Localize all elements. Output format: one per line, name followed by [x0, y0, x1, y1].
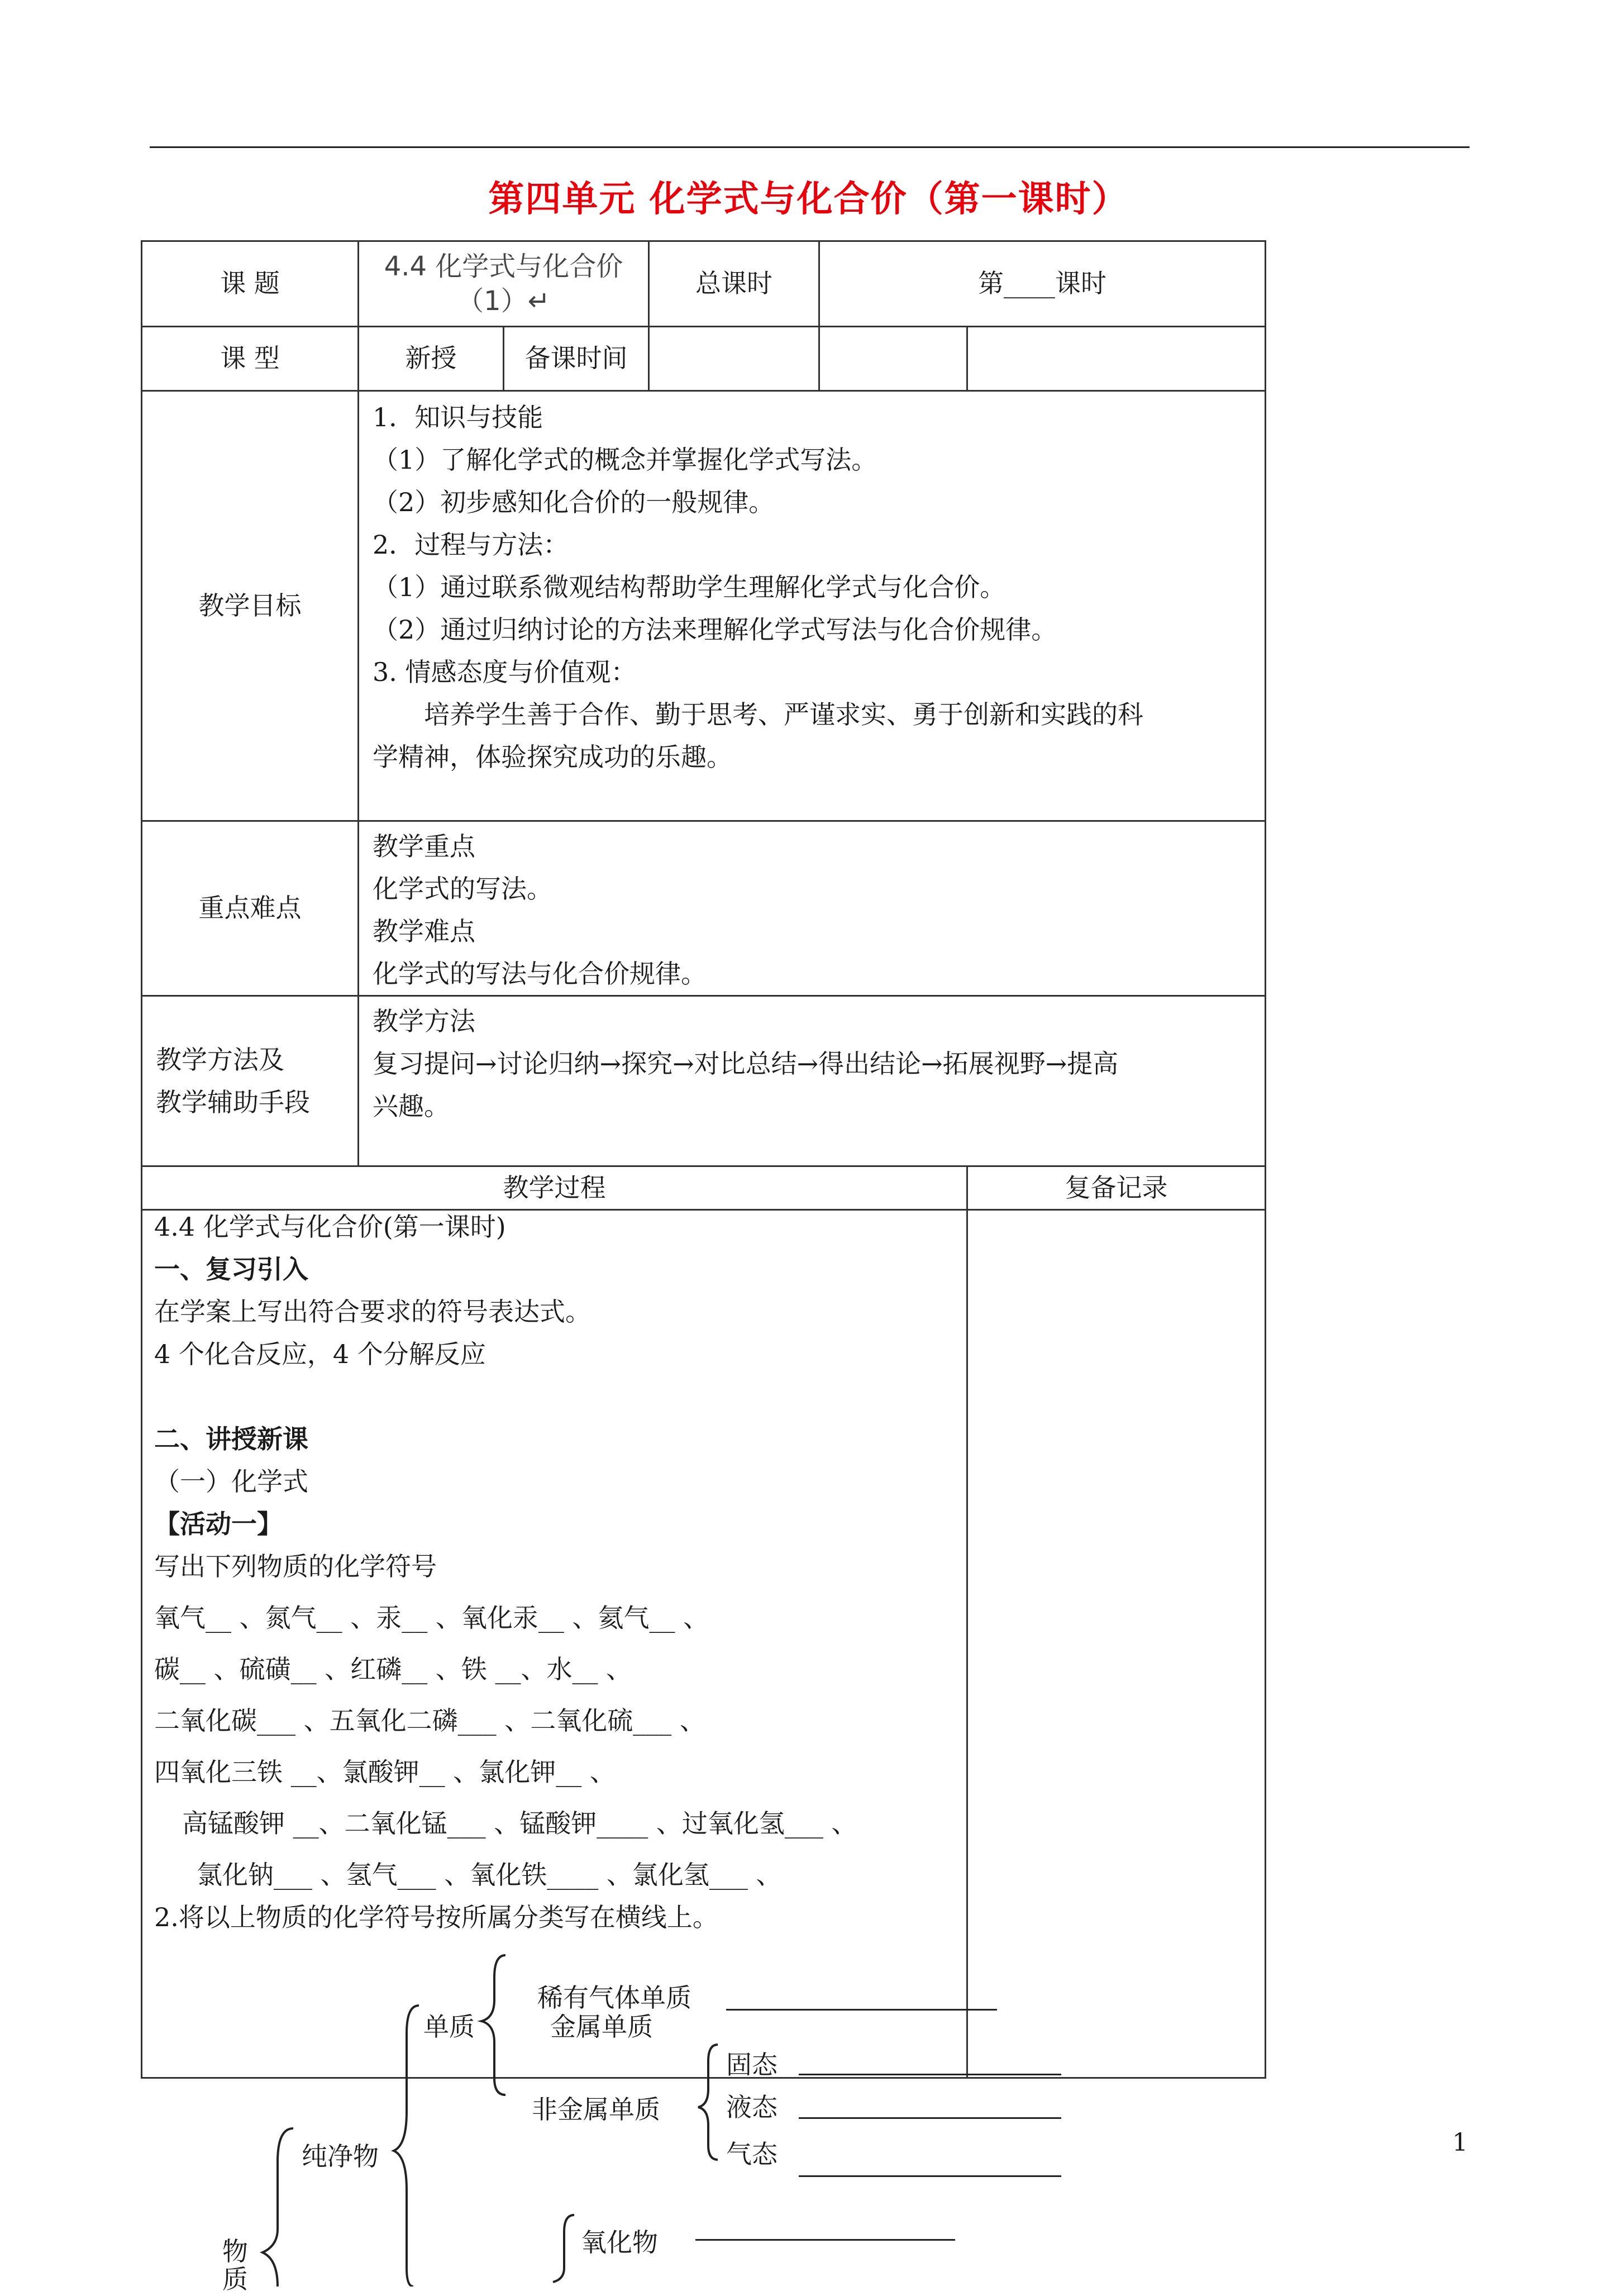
oxide-label: 氧化物: [581, 2227, 658, 2257]
rare-gas-label: 稀有气体单质: [537, 1983, 691, 2013]
keypoint-line: 教学重点: [373, 831, 475, 861]
methods-label-line1: 教学方法及: [156, 1045, 284, 1075]
goal-line: 1．知识与技能: [373, 402, 543, 432]
methods-line: 复习提问→讨论归纳→探究→对比总结→得出结论→拓展视野→提高: [373, 1049, 1119, 1079]
goals-content: [359, 391, 1266, 821]
topic-value-line2: （1）↵: [457, 285, 550, 317]
topic-label: 课 题: [142, 241, 359, 327]
metal-label: 金属单质: [550, 2012, 653, 2042]
topic-value-line1: 4.4 化学式与化合价: [384, 251, 623, 282]
exercise-line: 二氧化碳___ 、五氧化二磷___ 、二氧化硫___ 、: [154, 1706, 705, 1736]
exercise-line: 氧气__ 、氮气__ 、汞__ 、氧化汞__ 、氦气__ 、: [154, 1603, 709, 1633]
goal-line: 3. 情感态度与价值观：: [373, 657, 637, 687]
exercise-line: 四氧化三铁 __、氯酸钾__ 、氯化钾__ 、: [154, 1757, 616, 1787]
element-label: 单质: [423, 2012, 475, 2042]
methods-label-line2: 教学辅助手段: [156, 1087, 310, 1117]
pure-substance-label: 纯净物: [302, 2141, 379, 2171]
goal-line: （2）初步感知化合价的一般规律。: [373, 487, 775, 517]
record-header: 复备记录: [967, 1166, 1266, 1210]
nonmetal-label: 非金属单质: [532, 2094, 660, 2124]
gas-blank: [799, 2175, 1061, 2177]
matter-label-2: 质: [222, 2264, 248, 2294]
empty-cell-a: [819, 327, 967, 391]
keypoints-label: 重点难点: [142, 821, 359, 996]
process-line: （一）化学式: [154, 1466, 308, 1497]
process-line: 4 个化合反应，4 个分解反应: [154, 1339, 486, 1369]
total-hours-label: 总课时: [649, 241, 819, 327]
process-line: 在学案上写出符合要求的符号表达式。: [154, 1297, 591, 1327]
keypoints-content: [359, 821, 1266, 996]
process-line: 写出下列物质的化学符号: [154, 1551, 437, 1582]
methods-line: 兴趣。: [373, 1091, 450, 1121]
process-line: 4.4 化学式与化合价(第一课时): [154, 1212, 506, 1242]
prep-time-value: [649, 327, 819, 391]
matter-label-1: 物: [222, 2236, 248, 2266]
oxide-blank: [695, 2239, 955, 2241]
lesson-number: 第____课时: [819, 241, 1266, 327]
new-lesson-heading: 二、讲授新课: [154, 1424, 308, 1454]
methods-line: 教学方法: [373, 1006, 475, 1036]
gas-label: 气态: [726, 2139, 778, 2169]
page-number: 1: [1452, 2128, 1468, 2157]
solid-label: 固态: [726, 2050, 778, 2080]
process-header: 教学过程: [142, 1166, 967, 1210]
review-heading: 一、复习引入: [154, 1254, 308, 1284]
goal-line: 学精神，体验探究成功的乐趣。: [373, 742, 732, 772]
record-content: [967, 1210, 1266, 2078]
keypoint-line: 教学难点: [373, 916, 475, 946]
goal-line: 2．过程与方法：: [373, 530, 569, 560]
activity-heading: 【活动一】: [154, 1509, 283, 1539]
methods-label: [142, 996, 359, 1166]
solid-blank: [799, 2074, 1061, 2075]
type-label: 课 型: [142, 327, 359, 391]
prep-time-label: 备课时间: [504, 327, 649, 391]
liquid-label: 液态: [726, 2092, 778, 2122]
empty-cell-b: [967, 327, 1266, 391]
exercise-line: 氯化钠___ 、氢气___ 、氧化铁____ 、氯化氢___ 、: [197, 1860, 782, 1890]
page-title: 第四单元 化学式与化合价（第一课时）: [488, 179, 1129, 220]
goal-line: （1）通过联系微观结构帮助学生理解化学式与化合价。: [373, 572, 1006, 602]
process-line: 2.将以上物质的化学符号按所属分类写在横线上。: [154, 1902, 718, 1932]
header-rule: [150, 146, 1470, 148]
goal-line: 培养学生善于合作、勤于思考、严谨求实、勇于创新和实践的科: [424, 699, 1143, 730]
keypoint-line: 化学式的写法与化合价规律。: [373, 959, 707, 989]
goal-line: （2）通过归纳讨论的方法来理解化学式写法与化合价规律。: [373, 615, 1057, 645]
type-value: 新授: [359, 327, 504, 391]
goals-label: 教学目标: [142, 391, 359, 821]
methods-content: [359, 996, 1266, 1166]
exercise-line: 高锰酸钾 __、二氧化锰___ 、锰酸钾____ 、过氧化氢___ 、: [182, 1808, 857, 1838]
topic-value: [359, 241, 649, 327]
exercise-line: 碳__ 、硫磺__ 、红磷__ 、铁 __、水__ 、: [154, 1654, 632, 1684]
rare-gas-blank: [726, 2009, 997, 2011]
goal-line: （1）了解化学式的概念并掌握化学式写法。: [373, 445, 877, 475]
keypoint-line: 化学式的写法。: [373, 874, 552, 904]
liquid-blank: [799, 2117, 1061, 2119]
